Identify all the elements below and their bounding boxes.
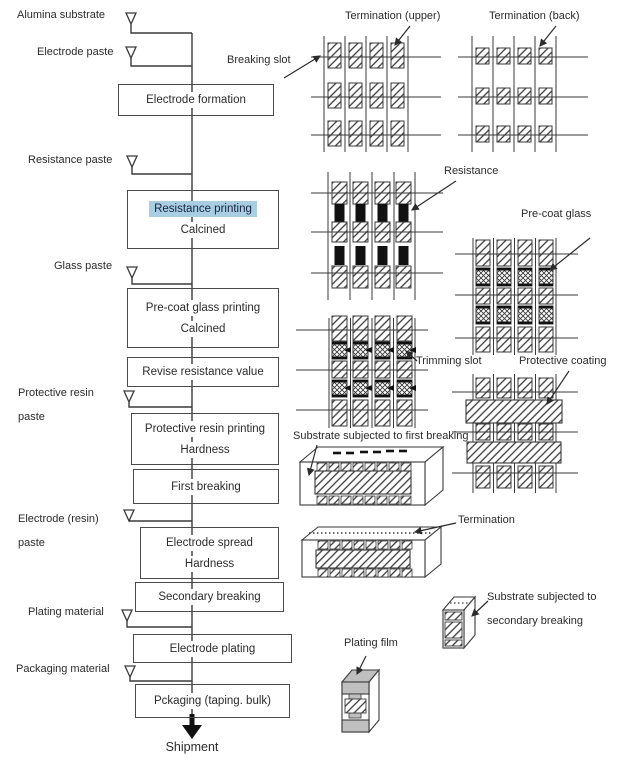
step-protective-resin-printing: Protective resin printing Hardness	[131, 413, 279, 465]
grid-termination-back	[458, 36, 588, 152]
highlighted-text: Resistance printing	[149, 201, 257, 217]
input-label-packaging-material: Packaging material	[16, 663, 110, 675]
slab-first-breaking	[300, 447, 443, 505]
label-protective-coating: Protective coating	[519, 355, 607, 367]
grid-protective-coating	[452, 374, 578, 493]
grid-termination-upper	[311, 36, 441, 152]
step-revise-resistance-value: Revise resistance value	[127, 357, 279, 387]
label-pre-coat-glass: Pre-coat glass	[521, 208, 592, 220]
terminal-shipment: Shipment	[165, 740, 219, 754]
input-label-resistance-paste: Resistance paste	[28, 154, 113, 166]
label-substrate-secondary-breaking: Substrate subjected to secondary breaking	[487, 591, 597, 627]
label-termination: Termination	[458, 514, 515, 526]
step-secondary-breaking: Secondary breaking	[135, 582, 284, 612]
input-label-electrode-paste: Electrode paste	[37, 46, 114, 58]
grid-trimming	[296, 316, 428, 428]
label-breaking-slot: Breaking slot	[227, 54, 291, 66]
chip-plating-film	[342, 670, 379, 732]
grid-precoat-glass	[455, 238, 578, 355]
step-resistance-printing: Resistance printing Calcined	[127, 190, 279, 249]
step-packaging: Pckaging (taping. bulk)	[135, 684, 290, 718]
step-electrode-formation: Electrode formation	[118, 84, 274, 116]
label-termination-back: Termination (back)	[489, 10, 580, 22]
label-termination-upper: Termination (upper)	[345, 10, 441, 22]
input-label-electrode-resin-paste: Electrode (resin) paste	[18, 513, 99, 549]
step-precoat-glass-printing: Pre-coat glass printing Calcined	[127, 288, 279, 348]
label-trimming-slot: Trimming slot	[416, 355, 482, 367]
input-label-protective-resin-paste: Protective resin paste	[18, 387, 94, 423]
label-resistance: Resistance	[444, 165, 499, 177]
step-electrode-plating: Electrode plating	[133, 634, 292, 663]
label-plating-film: Plating film	[344, 637, 398, 649]
grid-resistance	[311, 172, 443, 300]
label-substrate-first-breaking: Substrate subjected to first breaking	[293, 430, 469, 442]
chip-secondary-breaking	[443, 597, 475, 648]
step-first-breaking: First breaking	[133, 469, 279, 504]
bar-termination	[302, 527, 441, 577]
input-label-glass-paste: Glass paste	[54, 260, 113, 272]
step-electrode-spread: Electrode spread Hardness	[140, 527, 279, 579]
input-label-plating-material: Plating material	[28, 606, 104, 618]
input-label-alumina-substrate: Alumina substrate	[17, 9, 106, 21]
